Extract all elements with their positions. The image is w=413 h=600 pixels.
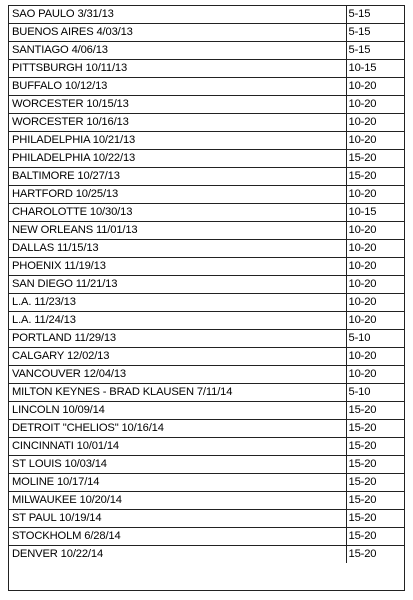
table-row [9, 276, 404, 294]
event-cell: DALLAS 11/15/13 [9, 240, 346, 258]
table-row [9, 474, 404, 492]
table-row [9, 528, 404, 546]
event-cell: CHAROLOTTE 10/30/13 [9, 204, 346, 222]
table-row [9, 132, 404, 150]
range-cell: 15-20 [346, 438, 404, 456]
range-cell: 10-15 [346, 60, 404, 78]
event-cell: PITTSBURGH 10/11/13 [9, 60, 346, 78]
table-row [9, 294, 404, 312]
schedule-sheet [8, 5, 405, 591]
table-row [9, 78, 404, 96]
table-row [9, 6, 404, 24]
range-cell: 15-20 [346, 150, 404, 168]
table-row [9, 420, 404, 438]
range-cell: 15-20 [346, 492, 404, 510]
event-cell: MILWAUKEE 10/20/14 [9, 492, 346, 510]
table-row [9, 384, 404, 402]
range-cell: 10-20 [346, 78, 404, 96]
table-row [9, 168, 404, 186]
range-cell: 10-20 [346, 294, 404, 312]
range-cell: 10-20 [346, 114, 404, 132]
range-cell: 10-20 [346, 312, 404, 330]
table-row [9, 348, 404, 366]
range-cell: 10-20 [346, 222, 404, 240]
event-cell: VANCOUVER 12/04/13 [9, 366, 346, 384]
range-cell: 15-20 [346, 456, 404, 474]
table-row [9, 402, 404, 420]
range-cell: 10-20 [346, 240, 404, 258]
table-row [9, 240, 404, 258]
range-cell: 15-20 [346, 510, 404, 528]
range-cell: 10-20 [346, 96, 404, 114]
range-cell: 15-20 [346, 420, 404, 438]
range-cell: 10-20 [346, 348, 404, 366]
event-cell: LINCOLN 10/09/14 [9, 402, 346, 420]
schedule-table-body [9, 6, 404, 563]
range-cell: 10-20 [346, 186, 404, 204]
event-cell: STOCKHOLM 6/28/14 [9, 528, 346, 546]
table-row [9, 312, 404, 330]
event-cell: BUENOS AIRES 4/03/13 [9, 24, 346, 42]
table-row [9, 96, 404, 114]
range-cell: 15-20 [346, 168, 404, 186]
range-cell: 5-15 [346, 42, 404, 60]
event-cell: DETROIT "CHELIOS" 10/16/14 [9, 420, 346, 438]
event-cell: CALGARY 12/02/13 [9, 348, 346, 366]
table-row [9, 546, 404, 564]
range-cell: 10-15 [346, 204, 404, 222]
event-cell: L.A. 11/23/13 [9, 294, 346, 312]
table-row [9, 510, 404, 528]
event-cell: PORTLAND 11/29/13 [9, 330, 346, 348]
range-cell: 5-10 [346, 384, 404, 402]
event-cell: PHILADELPHIA 10/22/13 [9, 150, 346, 168]
event-cell: ST LOUIS 10/03/14 [9, 456, 346, 474]
event-cell: L.A. 11/24/13 [9, 312, 346, 330]
table-row [9, 330, 404, 348]
table-row [9, 150, 404, 168]
event-cell: HARTFORD 10/25/13 [9, 186, 346, 204]
range-cell: 15-20 [346, 402, 404, 420]
event-cell: BUFFALO 10/12/13 [9, 78, 346, 96]
table-row [9, 456, 404, 474]
range-cell: 10-20 [346, 132, 404, 150]
table-row [9, 366, 404, 384]
table-row [9, 222, 404, 240]
event-cell: SAN DIEGO 11/21/13 [9, 276, 346, 294]
table-row [9, 204, 404, 222]
range-cell: 5-15 [346, 6, 404, 24]
range-cell: 15-20 [346, 528, 404, 546]
range-cell: 10-20 [346, 258, 404, 276]
range-cell: 15-20 [348, 548, 377, 560]
table-row [9, 258, 404, 276]
event-cell: PHOENIX 11/19/13 [9, 258, 346, 276]
range-cell: 10-20 [346, 366, 404, 384]
event-cell: BALTIMORE 10/27/13 [9, 168, 346, 186]
table-row [9, 438, 404, 456]
event-cell: MOLINE 10/17/14 [9, 474, 346, 492]
event-cell: CINCINNATI 10/01/14 [9, 438, 346, 456]
table-row [9, 492, 404, 510]
table-row [9, 42, 404, 60]
range-cell: 5-10 [346, 330, 404, 348]
event-cell: NEW ORLEANS 11/01/13 [9, 222, 346, 240]
range-cell: 15-20 [346, 474, 404, 492]
range-cell: 5-15 [346, 24, 404, 42]
table-row [9, 24, 404, 42]
event-cell: WORCESTER 10/15/13 [9, 96, 346, 114]
table-row [9, 186, 404, 204]
table-row [9, 114, 404, 132]
event-cell: PHILADELPHIA 10/21/13 [9, 132, 346, 150]
event-cell: WORCESTER 10/16/13 [9, 114, 346, 132]
event-cell: DENVER 10/22/14 [9, 546, 346, 564]
schedule-table [9, 6, 404, 563]
range-cell: 10-20 [346, 276, 404, 294]
event-cell: ST PAUL 10/19/14 [9, 510, 346, 528]
table-row [9, 60, 404, 78]
event-cell: MILTON KEYNES - BRAD KLAUSEN 7/11/14 [9, 384, 346, 402]
event-cell: SAO PAULO 3/31/13 [9, 6, 346, 24]
event-cell: SANTIAGO 4/06/13 [9, 42, 346, 60]
